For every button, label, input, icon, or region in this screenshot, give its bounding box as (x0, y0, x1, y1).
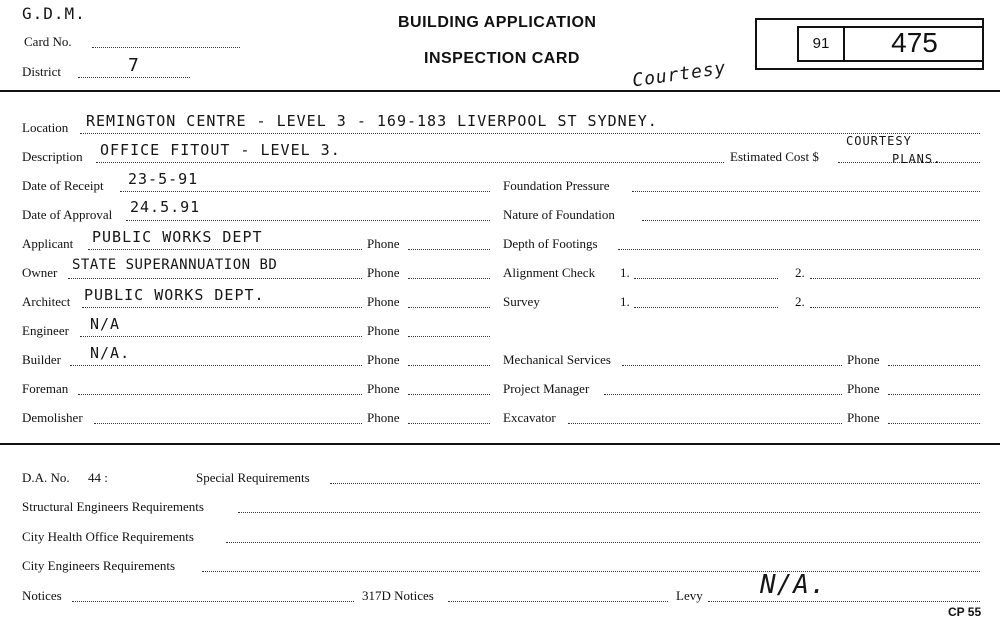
district-label: District (22, 64, 61, 79)
mechanical-services-phone-label: Phone (847, 352, 880, 367)
applicant-phone-field[interactable] (408, 249, 490, 250)
mechanical-services-label: Mechanical Services (503, 352, 611, 367)
description-field[interactable] (96, 162, 724, 163)
da-no-label: D.A. No. (22, 470, 70, 485)
form-title-line2: INSPECTION CARD (424, 50, 580, 67)
estimated-cost-value-2: PLANS. (892, 152, 942, 166)
date-of-approval-value: 24.5.91 (130, 198, 201, 216)
card-number-divider (843, 26, 845, 60)
foreman-phone-label: Phone (367, 381, 400, 396)
form-title-line1: BUILDING APPLICATION (398, 14, 597, 31)
engineer-label: Engineer (22, 323, 69, 338)
courtesy-note: Courtesy (630, 57, 728, 92)
owner-value: STATE SUPERANNUATION BD (72, 257, 278, 273)
survey-label: Survey (503, 294, 540, 309)
survey-num-1: 1. (620, 294, 630, 309)
project-manager-phone-label: Phone (847, 381, 880, 396)
card-no-field[interactable] (92, 47, 240, 48)
excavator-phone-label: Phone (847, 410, 880, 425)
initials-handwritten: G.D.M. (22, 4, 86, 23)
demolisher-phone-label: Phone (367, 410, 400, 425)
builder-value: N/A. (90, 344, 131, 362)
card-number-year: 91 (812, 35, 830, 52)
project-manager-label: Project Manager (503, 381, 590, 396)
owner-phone-field[interactable] (408, 278, 490, 279)
city-engineers-label: City Engineers Requirements (22, 558, 176, 573)
applicant-value: PUBLIC WORKS DEPT (92, 228, 263, 246)
header-divider (0, 90, 1000, 92)
date-of-approval-label: Date of Approval (22, 207, 113, 222)
notices-field[interactable] (72, 601, 354, 602)
estimated-cost-value-1: COURTESY (846, 134, 912, 148)
card-no-label: Card No. (24, 34, 72, 49)
mechanical-services-field[interactable] (622, 365, 842, 366)
engineer-field[interactable] (80, 336, 362, 337)
levy-label: Levy (676, 588, 703, 603)
alignment-check-label: Alignment Check (503, 265, 596, 280)
structural-engineers-label: Structural Engineers Requirements (22, 499, 204, 514)
date-of-approval-field[interactable] (126, 220, 490, 221)
excavator-phone-field[interactable] (888, 423, 980, 424)
foundation-pressure-field[interactable] (632, 191, 980, 192)
details-divider (0, 443, 1000, 445)
city-health-field[interactable] (226, 542, 980, 543)
demolisher-label: Demolisher (22, 410, 83, 425)
survey-num-2: 2. (795, 294, 805, 309)
district-value: 7 (128, 55, 140, 76)
mechanical-services-phone-field[interactable] (888, 365, 980, 366)
foreman-label: Foreman (22, 381, 69, 396)
form-code: CP 55 (948, 605, 982, 619)
notices-317d-label: 317D Notices (362, 588, 434, 603)
da-no-value: 44 : (88, 470, 108, 485)
nature-of-foundation-field[interactable] (642, 220, 980, 221)
applicant-phone-label: Phone (367, 236, 400, 251)
applicant-label: Applicant (22, 236, 74, 251)
location-value: REMINGTON CENTRE - LEVEL 3 - 169-183 LIVERPOOL ST SYDNEY. (86, 112, 658, 130)
alignment-check-num-1: 1. (620, 265, 630, 280)
owner-label: Owner (22, 265, 58, 280)
builder-phone-field[interactable] (408, 365, 490, 366)
foreman-field[interactable] (78, 394, 362, 395)
foundation-pressure-label: Foundation Pressure (503, 178, 610, 193)
demolisher-field[interactable] (94, 423, 362, 424)
excavator-field[interactable] (568, 423, 842, 424)
project-manager-field[interactable] (604, 394, 842, 395)
levy-field[interactable] (708, 601, 980, 602)
demolisher-phone-field[interactable] (408, 423, 490, 424)
special-requirements-label: Special Requirements (196, 470, 310, 485)
owner-field[interactable] (68, 278, 362, 279)
notices-317d-field[interactable] (448, 601, 668, 602)
depth-of-footings-label: Depth of Footings (503, 236, 598, 251)
estimated-cost-label: Estimated Cost $ (730, 149, 819, 164)
date-of-receipt-field[interactable] (120, 191, 490, 192)
owner-phone-label: Phone (367, 265, 400, 280)
architect-value: PUBLIC WORKS DEPT. (84, 286, 265, 304)
project-manager-phone-field[interactable] (888, 394, 980, 395)
alignment-check-field-2[interactable] (810, 278, 980, 279)
card-number-value: 475 (891, 27, 938, 58)
special-requirements-field[interactable] (330, 483, 980, 484)
description-label: Description (22, 149, 83, 164)
date-of-receipt-value: 23-5-91 (128, 170, 199, 188)
survey-field-2[interactable] (810, 307, 980, 308)
description-value: OFFICE FITOUT - LEVEL 3. (100, 141, 341, 159)
nature-of-foundation-label: Nature of Foundation (503, 207, 615, 222)
excavator-label: Excavator (503, 410, 556, 425)
district-field[interactable] (78, 77, 190, 78)
builder-phone-label: Phone (367, 352, 400, 367)
levy-value: N/A. (760, 570, 827, 600)
engineer-value: N/A (90, 315, 121, 333)
engineer-phone-label: Phone (367, 323, 400, 338)
card-number-box (755, 18, 984, 70)
depth-of-footings-field[interactable] (618, 249, 980, 250)
applicant-field[interactable] (88, 249, 362, 250)
builder-field[interactable] (70, 365, 362, 366)
architect-phone-label: Phone (367, 294, 400, 309)
location-field[interactable] (80, 133, 980, 134)
city-engineers-field[interactable] (202, 571, 980, 572)
alignment-check-field-1[interactable] (634, 278, 778, 279)
architect-phone-field[interactable] (408, 307, 490, 308)
location-label: Location (22, 120, 69, 135)
survey-field-1[interactable] (634, 307, 778, 308)
architect-field[interactable] (82, 307, 362, 308)
alignment-check-num-2: 2. (795, 265, 805, 280)
builder-label: Builder (22, 352, 61, 367)
engineer-phone-field[interactable] (408, 336, 490, 337)
architect-label: Architect (22, 294, 71, 309)
notices-label: Notices (22, 588, 62, 603)
foreman-phone-field[interactable] (408, 394, 490, 395)
city-health-label: City Health Office Requirements (22, 529, 194, 544)
structural-engineers-field[interactable] (238, 512, 980, 513)
date-of-receipt-label: Date of Receipt (22, 178, 104, 193)
